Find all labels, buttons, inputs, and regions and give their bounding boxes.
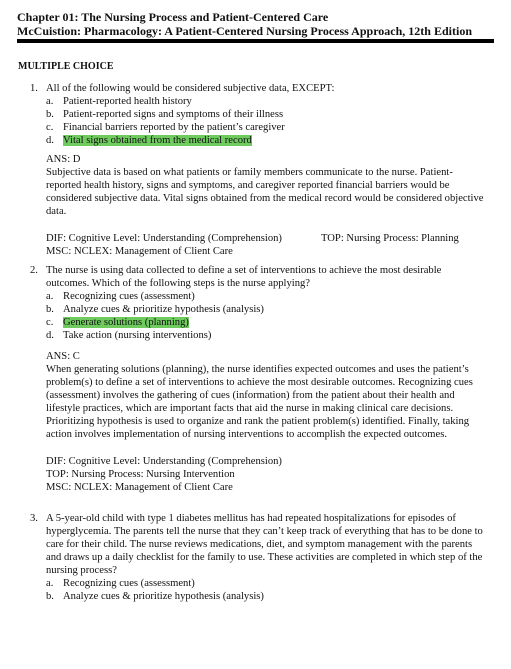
question-1 <box>30 82 485 258</box>
header-rule <box>17 39 494 43</box>
option-letter: d. <box>46 135 54 146</box>
question-number: 3. <box>30 513 38 524</box>
option-letter: a. <box>46 96 54 107</box>
options-list <box>46 290 485 342</box>
option-text: Financial barriers reported by the patient’s caregiver <box>63 122 285 133</box>
option-d <box>46 134 485 147</box>
question-stem <box>30 82 485 95</box>
options-list <box>46 577 485 603</box>
option-letter: b. <box>46 591 54 602</box>
option-b <box>46 590 485 603</box>
question-number: 2. <box>30 265 38 276</box>
question-2 <box>30 264 485 494</box>
question-stem <box>30 264 485 290</box>
difficulty: DIF: Cognitive Level: Understanding (Comprehension) <box>46 456 282 467</box>
chapter-title: Chapter 01: The Nursing Process and Patient-Centered Care <box>17 10 329 24</box>
option-text: Recognizing cues (assessment) <box>63 291 195 302</box>
option-c <box>46 316 485 329</box>
question-text: All of the following would be considered subjective data, EXCEPT: <box>46 83 335 94</box>
option-text-highlighted: Vital signs obtained from the medical record <box>63 135 252 146</box>
option-letter: c. <box>46 122 54 133</box>
msc: MSC: NCLEX: Management of Client Care <box>46 246 233 257</box>
question-metadata <box>46 232 485 258</box>
question-stem <box>30 512 485 577</box>
question-text: The nurse is using data collected to define a set of interventions to achieve the most desirable outcomes. Which of the following steps is the nurse applying? <box>46 265 442 289</box>
option-a <box>46 577 485 590</box>
option-c <box>46 121 485 134</box>
option-letter: a. <box>46 291 54 302</box>
option-a <box>46 95 485 108</box>
option-text: Analyze cues & prioritize hypothesis (analysis) <box>63 591 264 602</box>
question-text: A 5-year-old child with type 1 diabetes mellitus has had repeated hospitalizations for episodes of hyperglycemia. The parents tell the nurse that they can’t keep track of everything that has to be done to care for their child. The nurse reviews medications, diet, and symptom management with the parents and draws up a daily checklist for the family to use. These activities are completed in which step of the nursing process? <box>46 513 483 576</box>
option-text: Recognizing cues (assessment) <box>63 578 195 589</box>
topic: TOP: Nursing Process: Nursing Intervention <box>46 469 235 480</box>
options-list <box>46 95 485 147</box>
option-letter: d. <box>46 330 54 341</box>
option-b <box>46 303 485 316</box>
option-letter: c. <box>46 317 54 328</box>
rationale: Subjective data is based on what patients or family members communicate to the nurse. Patient-reported health history, signs and symptoms, and caregiver reported financial barriers would be considered subjective data. Vital signs obtained from the medical record would be considered objective data. <box>46 167 484 217</box>
question-number: 1. <box>30 83 38 94</box>
option-letter: a. <box>46 578 54 589</box>
msc: MSC: NCLEX: Management of Client Care <box>46 482 233 493</box>
rationale: When generating solutions (planning), the nurse identifies expected outcomes and uses the patient’s problem(s) to define a set of interventions to achieve the most desirable outcomes. Recognizing cues (assessment) involves the gathering of cues (information) from the patient about their health and lifestyle practices, which are important facts that aid the nurse in making clinical care decisions. Prioritizing hypothesis is used to organize and rank the patient problem(s) identified. Finally, taking action involves implementation of nursing interventions to accomplish the expected outcomes. <box>46 364 473 440</box>
option-letter: b. <box>46 304 54 315</box>
option-text: Patient-reported health history <box>63 96 192 107</box>
option-text: Analyze cues & prioritize hypothesis (analysis) <box>63 304 264 315</box>
option-b <box>46 108 485 121</box>
answer-key: ANS: D <box>46 154 81 165</box>
option-text-highlighted: Generate solutions (planning) <box>63 317 189 328</box>
document-header <box>17 10 487 43</box>
section-title: MULTIPLE CHOICE <box>18 61 114 72</box>
option-text: Patient-reported signs and symptoms of their illness <box>63 109 284 120</box>
option-text: Take action (nursing interventions) <box>63 330 212 341</box>
question-metadata <box>46 455 485 494</box>
option-a <box>46 290 485 303</box>
difficulty: DIF: Cognitive Level: Understanding (Comprehension) <box>46 233 282 244</box>
option-letter: b. <box>46 109 54 120</box>
option-d <box>46 329 485 342</box>
question-3 <box>30 512 485 603</box>
topic: TOP: Nursing Process: Planning <box>321 233 459 244</box>
book-title: McCuistion: Pharmacology: A Patient-Centered Nursing Process Approach, 12th Edition <box>17 24 472 38</box>
answer-key: ANS: C <box>46 351 80 362</box>
meta-row <box>46 232 485 245</box>
